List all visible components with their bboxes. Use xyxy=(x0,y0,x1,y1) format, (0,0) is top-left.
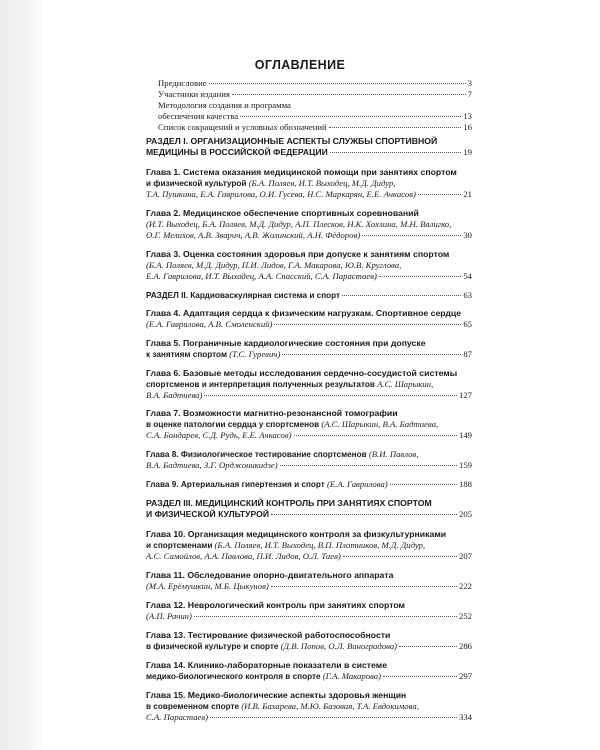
toc-entry-chapter-7[interactable]: С.А. Бондарев, С.Д. Рудь, Е.Е. Ачкасов) 149 xyxy=(146,430,472,440)
toc-entry-chapter-1[interactable]: Т.А. Пушкина, Е.А. Гаврилова, О.И. Гусева, Н.С. Маркарян, Е.Е. Ачкасов) 21 xyxy=(146,189,472,199)
toc-entry-chapter-5[interactable]: к занятиям спортом (Т.С. Гуревич) 87 xyxy=(146,349,472,359)
toc-entry-section-3[interactable]: И ФИЗИЧЕСКОЙ КУЛЬТУРОЙ 205 xyxy=(146,509,472,519)
toc-entry-chapter-13[interactable]: в физической культуре и спорте (Д.В. Попов, О.Л. Виноградова) 286 xyxy=(146,641,472,651)
toc-entry-chapter-3[interactable]: Е.А. Гаврилова, И.Т. Выходец, А.А. Спасский, С.А. Парастаев) 54 xyxy=(146,271,472,281)
chapter-6-title: Глава 6. Базовые методы исследования сердечно-сосудистой системы xyxy=(146,368,458,378)
chapter-15-title: Глава 15. Медико-биологические аспекты здоровья женщин xyxy=(146,690,407,700)
chapter-3-authors: (Б.А. Поляев, М.Д. Дидур, П.И. Лидов, Г.А. Макарова, Ю.В. Круглова, xyxy=(146,260,402,270)
toc-entry-chapter-4[interactable]: (Е.А. Гаврилова, А.В. Смоленский) 65 xyxy=(146,319,472,329)
section-3-title: РАЗДЕЛ III. МЕДИЦИНСКИЙ КОНТРОЛЬ ПРИ ЗАНЯТИЯХ СПОРТОМ xyxy=(146,498,432,508)
toc-entry-methodology[interactable]: обеспечения качества 13 xyxy=(158,111,472,121)
chapter-13-title: Глава 13. Тестирование физической работоспособности xyxy=(146,630,391,640)
toc-entry-preface[interactable]: Предисловие 3 xyxy=(158,78,472,88)
chapter-1-title: Глава 1. Система оказания медицинской помощи при занятиях спортом xyxy=(146,167,457,177)
section-1-title: РАЗДЕЛ I. ОРГАНИЗАЦИОННЫЕ АСПЕКТЫ СЛУЖБЫ СПОРТИВНОЙ xyxy=(146,136,438,146)
chapter-6-line2: спортсменов и интерпретация полученных результатов А.С. Шарыкин, xyxy=(146,379,434,389)
toc-entry-chapter-8[interactable]: В.А. Бадтиева, З.Г. Орджоникидзе) 159 xyxy=(146,460,472,470)
page-title: ОГЛАВЛЕНИЕ xyxy=(254,58,346,72)
chapter-15-line2: в современном спорте (И.В. Бахарева, М.Ю. Базовая, Т.А. Евдокимова, xyxy=(146,701,419,711)
toc-entry-chapter-12[interactable]: (А.П. Рачин) 252 xyxy=(146,611,472,621)
toc-entry-methodology-line1: Методология создания и программа xyxy=(158,100,291,110)
chapter-10-line2: и спортсменами (Б.А. Поляев, И.Т. Выходец, В.П. Плотников, М.Д. Дидур, xyxy=(146,540,426,550)
toc-entry-chapter-14[interactable]: медико-биологического контроля в спорте (Г.А. Макарова) 297 xyxy=(146,671,472,681)
chapter-14-title: Глава 14. Клинико-лабораторные показатели в системе xyxy=(146,660,388,670)
chapter-1-line2: и физической культурой (Б.А. Поляев, И.Т. Выходец, М.Д. Дидур, xyxy=(146,178,396,188)
toc-entry-section-1[interactable]: МЕДИЦИНЫ В РОССИЙСКОЙ ФЕДЕРАЦИИ 19 xyxy=(146,147,472,157)
toc-entry-chapter-9[interactable]: Глава 9. Артериальная гипертензия и спорт (Е.А. Гаврилова) 188 xyxy=(146,479,472,489)
toc-entry-chapter-15[interactable]: С.А. Парастаев) 334 xyxy=(146,712,472,722)
chapter-11-title: Глава 11. Обследование опорно-двигательного аппарата xyxy=(146,570,394,580)
toc-entry-contributors[interactable]: Участники издания 7 xyxy=(158,89,472,99)
toc-entry-chapter-2[interactable]: О.Г. Мелихов, А.В. Зварич, А.В. Жолинский, А.Н. Фёдоров) 30 xyxy=(146,230,472,240)
chapter-3-title: Глава 3. Оценка состояния здоровья при допуске к занятиям спортом xyxy=(146,249,450,259)
chapter-10-title: Глава 10. Организация медицинского контроля за физкультурниками xyxy=(146,529,447,539)
toc-entry-chapter-6[interactable]: В.А. Бадтиева) 127 xyxy=(146,390,472,400)
chapter-4-title: Глава 4. Адаптация сердца к физическим нагрузкам. Спортивное сердце xyxy=(146,308,462,318)
chapter-2-title: Глава 2. Медицинское обеспечение спортивных соревнований xyxy=(146,208,419,218)
chapter-12-title: Глава 12. Неврологический контроль при занятиях спортом xyxy=(146,600,405,610)
toc-entry-chapter-11[interactable]: (М.А. Ерёмушкин, М.Б. Цыкунов) 222 xyxy=(146,581,472,591)
chapter-7-title: Глава 7. Возможности магнитно-резонансной томографии xyxy=(146,408,398,418)
toc-entry-abbreviations[interactable]: Список сокращений и условных обозначений 16 xyxy=(158,122,472,132)
toc-entry-section-2[interactable]: РАЗДЕЛ II. Кардиоваскулярная система и спорт 63 xyxy=(146,290,472,300)
chapter-2-authors: (И.Т. Выходец, Б.А. Поляев, М.Д. Дидур, А.П. Плесков, Н.К. Хохлина, М.Н. Вялигко, xyxy=(146,219,452,229)
chapter-8-title: Глава 8. Физиологическое тестирование спортсменов (В.И. Павлов, xyxy=(146,449,419,459)
chapter-7-line2: в оценке патологии сердца у спортсменов (А.С. Шарыкин, В.А. Бадтиева, xyxy=(146,419,439,429)
page-spine-shadow xyxy=(0,0,42,750)
toc-entry-chapter-10[interactable]: А.С. Самойлов, А.А. Павлова, П.И. Лидов, О.Л. Таев) 207 xyxy=(146,551,472,561)
chapter-5-title: Глава 5. Пограничные кардиологические состояния при допуске xyxy=(146,338,426,348)
